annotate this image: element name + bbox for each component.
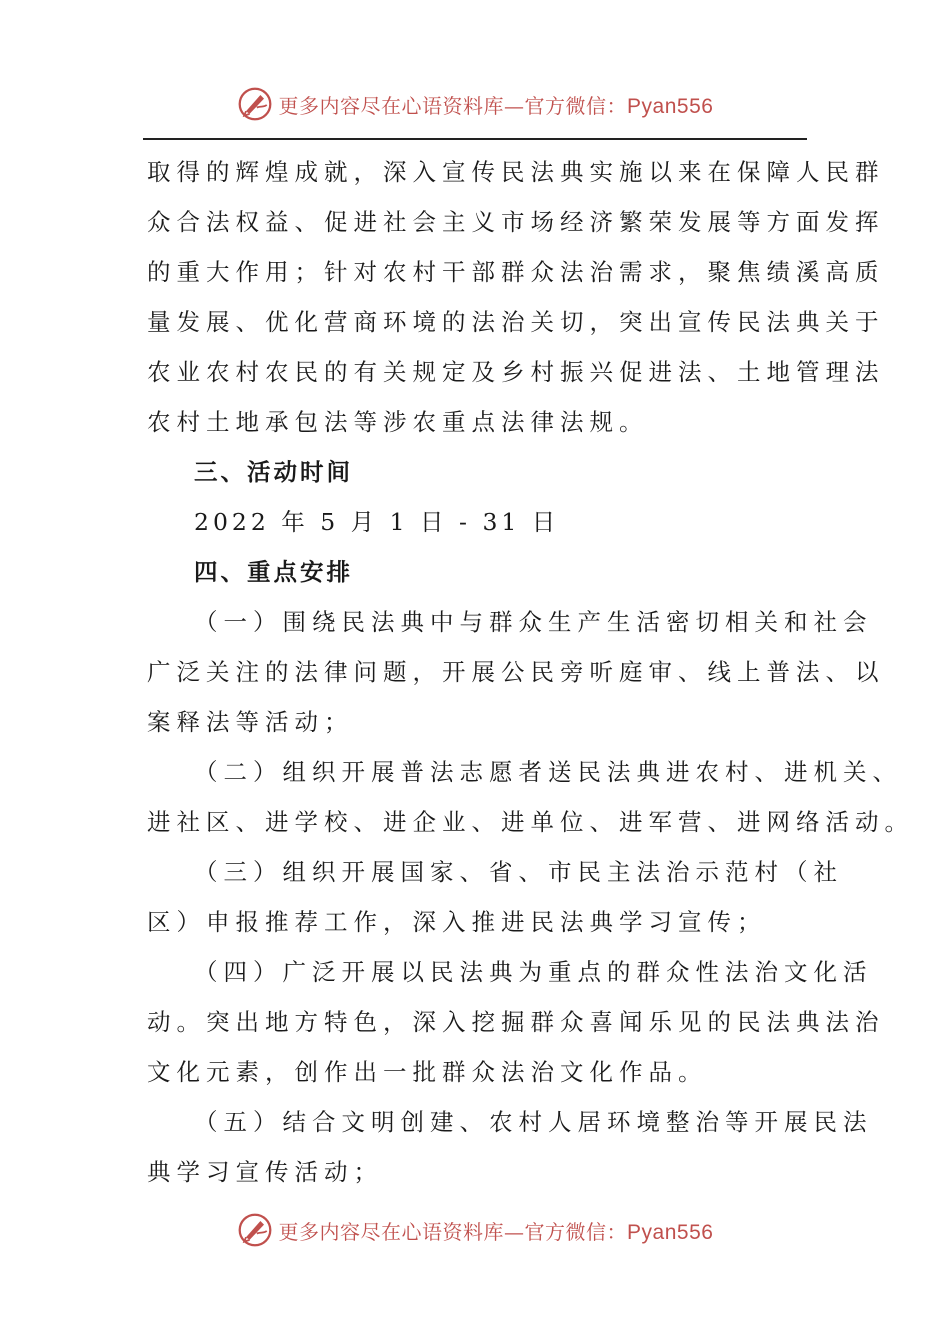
- header-divider: [143, 138, 807, 140]
- footer-watermark: [0, 1208, 950, 1252]
- item-5-line: （五）结合文明创建、农村人居环境整治等开展民法: [194, 1108, 873, 1136]
- body-line: 量发展、优化营商环境的法治关切，突出宣传民法典关于: [147, 308, 885, 336]
- body-line: 农业农村农民的有关规定及乡村振兴促进法、土地管理法: [147, 358, 885, 386]
- section-heading-key-arrangements: 四、重点安排: [194, 558, 353, 586]
- item-4-line: 文化元素，创作出一批群众法治文化作品。: [147, 1058, 708, 1086]
- item-4-line: 动。突出地方特色，深入挖掘群众喜闻乐见的民法典法治: [147, 1008, 885, 1036]
- pen-logo-icon: [237, 1212, 273, 1248]
- document-body: [147, 147, 914, 1197]
- activity-date: 2022 年 5 月 1 日 - 31 日: [194, 508, 560, 536]
- watermark-wechat-id: Pyan556: [627, 1220, 714, 1244]
- item-3-line: 区）申报推荐工作，深入推进民法典学习宣传；: [147, 908, 767, 936]
- pen-logo-icon: [237, 86, 273, 122]
- watermark-text: [279, 1216, 714, 1245]
- body-line: 取得的辉煌成就，深入宣传民法典实施以来在保障人民群: [147, 158, 885, 186]
- item-1-line: （一）围绕民法典中与群众生产生活密切相关和社会: [194, 608, 873, 636]
- watermark-text-cn: 更多内容尽在心语资料库—官方微信：: [278, 93, 628, 118]
- item-2-line: 进社区、进学校、进企业、进单位、进军营、进网络活动。: [147, 808, 914, 836]
- section-heading-activity-time: 三、活动时间: [194, 458, 353, 486]
- item-1-line: 案释法等活动；: [147, 708, 354, 736]
- item-3-line: （三）组织开展国家、省、市民主法治示范村（社: [194, 858, 843, 886]
- body-line: 众合法权益、促进社会主义市场经济繁荣发展等方面发挥: [147, 208, 885, 236]
- watermark-text: [279, 90, 714, 119]
- body-line: 农村土地承包法等涉农重点法律法规。: [147, 408, 649, 436]
- body-line: 的重大作用；针对农村干部群众法治需求，聚焦绩溪高质: [147, 258, 885, 286]
- item-1-line: 广泛关注的法律问题，开展公民旁听庭审、线上普法、以: [147, 658, 885, 686]
- item-5-line: 典学习宣传活动；: [147, 1158, 383, 1186]
- header-watermark: [0, 82, 950, 126]
- watermark-text-cn: 更多内容尽在心语资料库—官方微信：: [278, 1219, 628, 1244]
- item-2-line: （二）组织开展普法志愿者送民法典进农村、进机关、: [194, 758, 902, 786]
- item-4-line: （四）广泛开展以民法典为重点的群众性法治文化活: [194, 958, 873, 986]
- watermark-wechat-id: Pyan556: [627, 94, 714, 118]
